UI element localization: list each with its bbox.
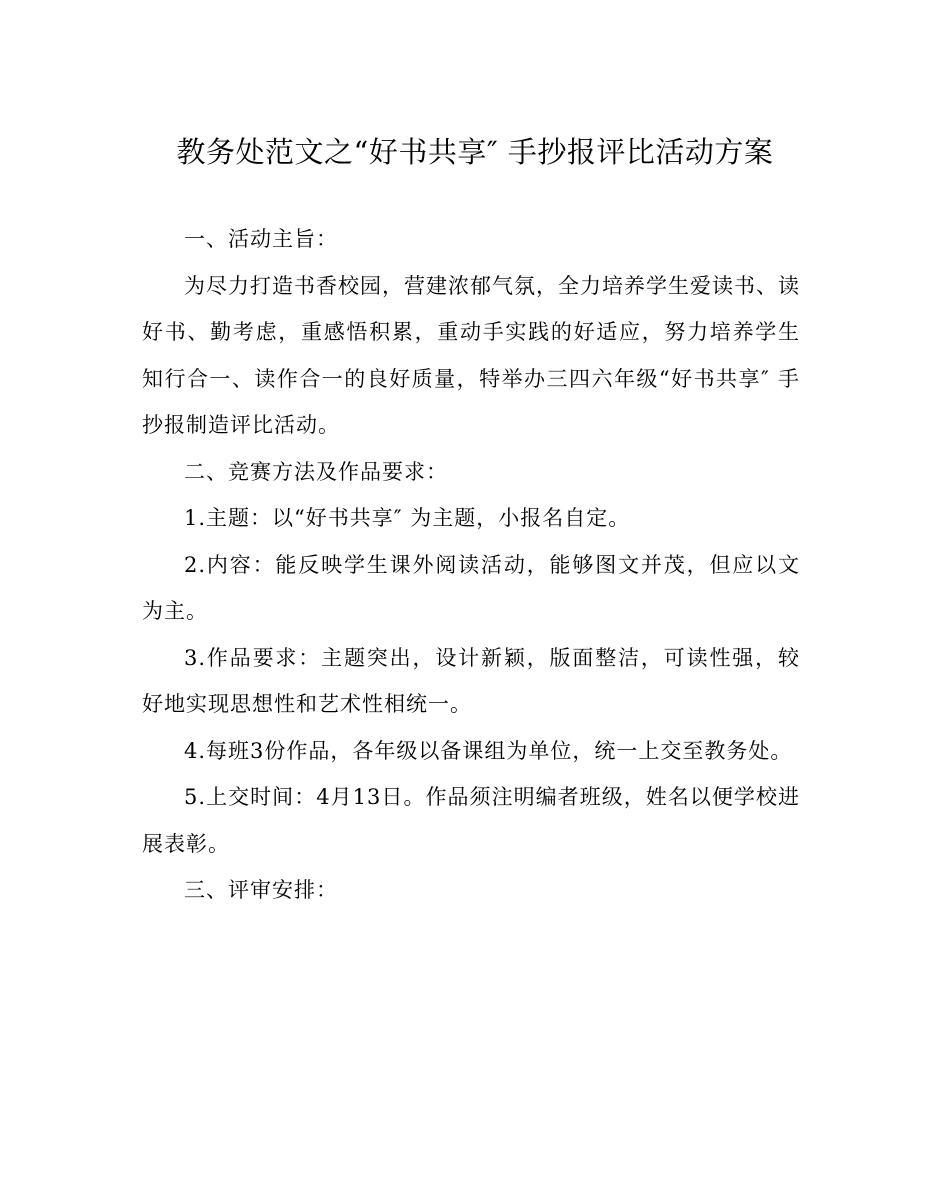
paragraph-purpose: 为尽力打造书香校园，营建浓郁气氛，全力培养学生爱读书、读好书、勤考虑，重感悟积累，重动手实践的好适应，努力培养学生知行合一、读作合一的良好质量，特举办三四六年级“好书共享″ 手抄报制造评比活动。 <box>142 273 800 437</box>
list-item-deadline: 5.上交时间：4月13日。作品须注明编者班级，姓名以便学校进展表彰。 <box>142 785 800 856</box>
list-item-content: 2.内容：能反映学生课外阅读活动，能够图文并茂，但应以文为主。 <box>142 552 800 623</box>
list-item-theme: 1.主题：以“好书共享″ 为主题，小报名自定。 <box>184 506 631 530</box>
list-item-quantity: 4.每班3份作品，各年级以备课组为单位，统一上交至教务处。 <box>184 738 793 763</box>
list-item-requirements: 3.作品要求：主题突出，设计新颖，版面整洁，可读性强，较好地实现思想性和艺术性相统一。 <box>142 645 800 716</box>
document-body <box>142 216 800 914</box>
section-heading-purpose: 一、活动主旨： <box>184 227 338 251</box>
section-heading-review: 三、评审安排： <box>184 878 338 902</box>
document-title: 教务处范文之“好书共享″ 手抄报评比活动方案 <box>176 135 774 169</box>
section-heading-method: 二、竞赛方法及作品要求： <box>184 459 448 484</box>
